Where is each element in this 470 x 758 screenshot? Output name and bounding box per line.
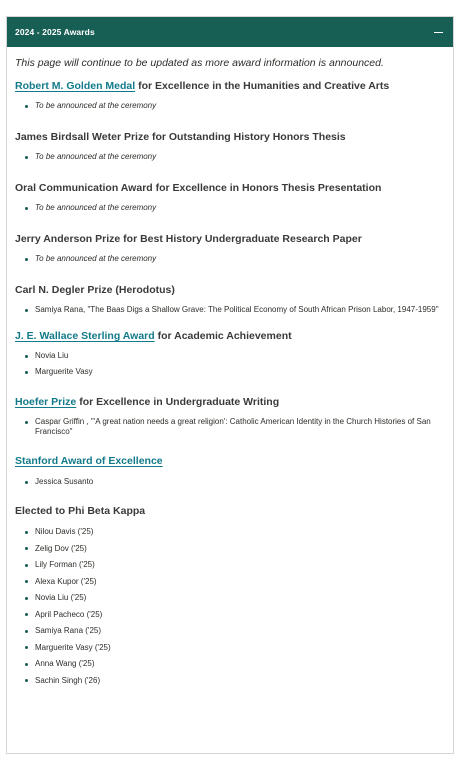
recipient-list <box>15 417 445 437</box>
award-hoefer-prize <box>15 395 445 437</box>
award-title <box>15 395 445 409</box>
recipient-list <box>15 305 445 315</box>
update-notice: This page will continue to be updated as more award information is announced. <box>15 57 384 69</box>
award-title <box>15 329 445 343</box>
list-item: Caspar Griffin , "'A great nation needs a great religion': Catholic American Identity in the Church Histories of San Francisco" <box>35 417 445 437</box>
recipient-list <box>15 351 445 377</box>
recipient-list <box>15 203 445 213</box>
stanford-award-link[interactable]: Stanford Award of Excellence <box>15 455 163 467</box>
award-golden-medal <box>15 79 445 111</box>
recipient-list <box>15 254 445 264</box>
accordion-header[interactable] <box>7 17 453 47</box>
list-item: Zelig Dov ('25) <box>35 544 445 554</box>
award-oral-communication <box>15 181 445 213</box>
panel-body <box>7 47 453 686</box>
award-phi-beta-kappa <box>15 504 445 686</box>
list-item: Samiya Rana, "The Baas Digs a Shallow Grave: The Political Economy of South African Prison Labor, 1947-1959" <box>35 305 445 315</box>
list-item: To be announced at the ceremony <box>35 203 445 213</box>
list-item: To be announced at the ceremony <box>35 254 445 264</box>
hoefer-prize-link[interactable]: Hoefer Prize <box>15 396 77 408</box>
list-item: Marguerite Vasy <box>35 367 445 377</box>
list-item: Alexa Kupor ('25) <box>35 577 445 587</box>
list-item: Anna Wang ('25) <box>35 659 445 669</box>
award-title <box>15 454 445 468</box>
award-anderson-prize <box>15 232 445 264</box>
collapse-minus-icon[interactable] <box>434 32 443 33</box>
sterling-award-link[interactable]: J. E. Wallace Sterling Award <box>15 330 155 342</box>
list-item: Sachin Singh ('26) <box>35 676 445 686</box>
award-title-rest: for Excellence in Undergraduate Writing <box>76 396 280 408</box>
award-title: Carl N. Degler Prize (Herodotus) <box>15 284 175 296</box>
award-title: James Birdsall Weter Prize for Outstanding History Honors Thesis <box>15 131 346 143</box>
award-title: Elected to Phi Beta Kappa <box>15 505 146 517</box>
recipient-list <box>15 101 445 111</box>
awards-accordion-panel <box>6 16 454 754</box>
award-title <box>15 79 445 93</box>
list-item: Marguerite Vasy ('25) <box>35 643 445 653</box>
recipient-list <box>15 152 445 162</box>
award-stanford-excellence <box>15 454 445 487</box>
recipient-list <box>15 527 445 686</box>
award-title-rest: for Academic Achievement <box>154 330 292 342</box>
list-item: Lily Forman ('25) <box>35 560 445 570</box>
list-item: April Pacheco ('25) <box>35 610 445 620</box>
list-item: To be announced at the ceremony <box>35 152 445 162</box>
award-title: Oral Communication Award for Excellence in Honors Thesis Presentation <box>15 182 382 194</box>
award-title: Jerry Anderson Prize for Best History Undergraduate Research Paper <box>15 233 362 245</box>
award-sterling <box>15 329 445 377</box>
recipient-list <box>15 477 445 487</box>
list-item: To be announced at the ceremony <box>35 101 445 111</box>
list-item: Novia Liu <box>35 351 445 361</box>
award-weter-prize <box>15 130 445 162</box>
list-item: Nilou Davis ('25) <box>35 527 445 537</box>
list-item: Samiya Rana ('25) <box>35 626 445 636</box>
list-item: Jessica Susanto <box>35 477 445 487</box>
panel-title: 2024 - 2025 Awards <box>15 27 95 37</box>
list-item: Novia Liu ('25) <box>35 593 445 603</box>
golden-medal-link[interactable]: Robert M. Golden Medal <box>15 80 136 92</box>
award-title-rest: for Excellence in the Humanities and Creative Arts <box>135 80 390 92</box>
award-degler-prize <box>15 283 445 315</box>
